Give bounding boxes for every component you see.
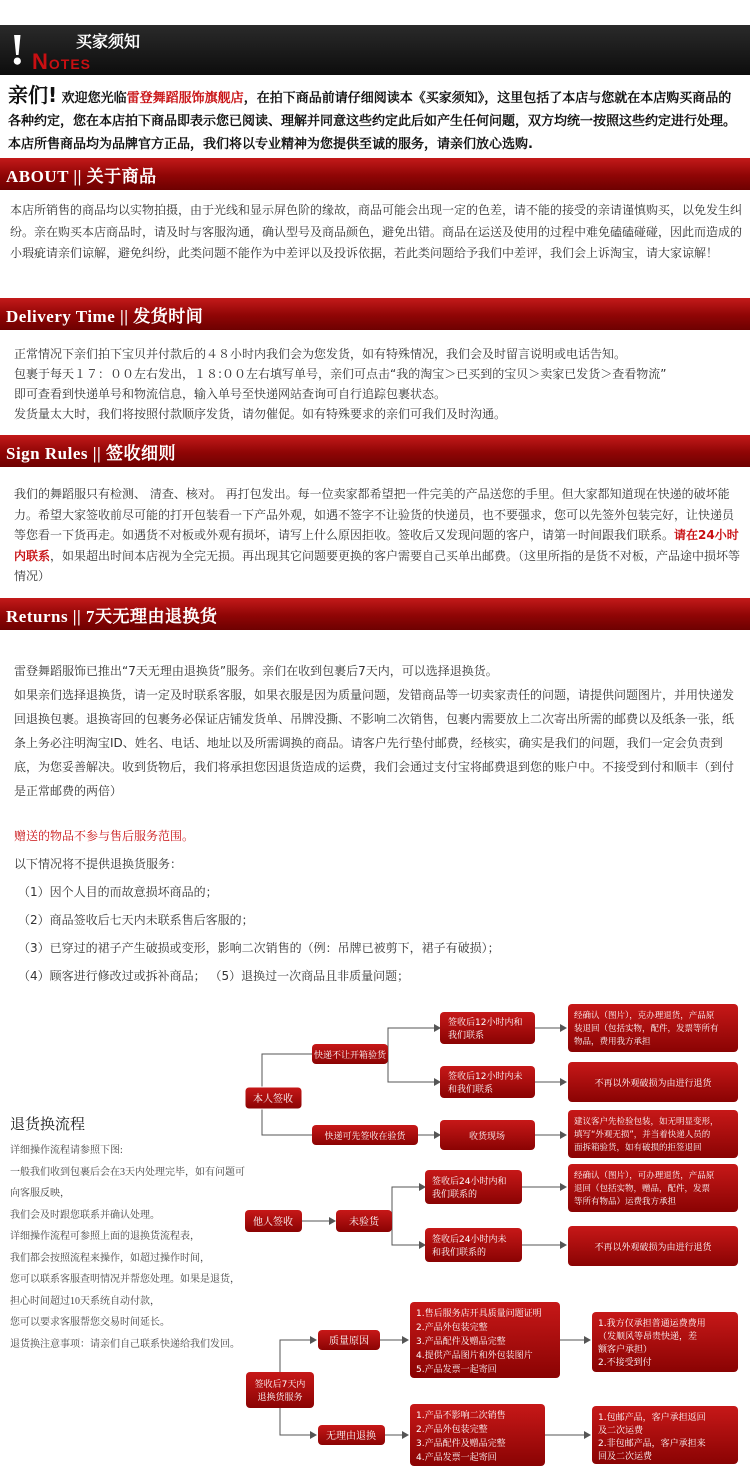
svg-text:物品，费用我方承担: 物品，费用我方承担 [574, 1037, 651, 1047]
svg-text:等所有物品）运费我方承担: 等所有物品）运费我方承担 [574, 1197, 677, 1207]
exclamation-mark: ! [10, 25, 25, 74]
svg-text:经确认（图片），可办理退货，产品原: 经确认（图片），可办理退货，产品原 [574, 1171, 715, 1181]
svg-text:签收后12小时内和: 签收后12小时内和 [448, 1018, 523, 1028]
svg-text:不再以外观破损为由进行退货: 不再以外观破损为由进行退货 [594, 1243, 712, 1253]
svg-text:他人签收: 他人签收 [253, 1217, 293, 1228]
node-12h-out [440, 1066, 535, 1098]
sign-red-note: 请在24小时内联系 [14, 528, 739, 563]
notes-header [0, 25, 750, 75]
no-reason-result [592, 1406, 738, 1464]
intro-paragraph [8, 84, 744, 156]
svg-text:及二次运费: 及二次运费 [598, 1426, 644, 1436]
delivery-text [14, 344, 742, 424]
result-12h-out [568, 1062, 738, 1102]
node-not-inspected [336, 1210, 392, 1232]
svg-text:（发顺风等昂贵快递，差: （发顺风等昂贵快递，差 [598, 1332, 698, 1342]
intro-lead: 亲们! [8, 83, 58, 107]
gift-note: 赠送的物品不参与售后服务范围。 [14, 829, 195, 843]
about-text: 本店所销售的商品均以实物拍摄，由于光线和显示屏色阶的缘故，商品可能会出现一定的色差，请不能的接受的亲请谨慎购买，以免发生纠纷。亲在购买本店商品时，请及时与客服沟通，确认型号及商品颜色，避免出错。商品在运送及使用的过程中难免磕磕碰碰，因此而造成的小瑕疵请亲们谅解，避免纠纷，此类问题不能作为中差评以及投诉依据，若此类问题给予我们中差评，我们会上诉淘宝，请大家谅解！ [10, 203, 743, 260]
node-24h-out [425, 1228, 522, 1262]
svg-text:无理由退换: 无理由退换 [326, 1431, 376, 1442]
svg-text:签收后12小时内未: 签收后12小时内未 [448, 1072, 523, 1082]
sign-text: 我们的舞蹈服只有检测、 清查、核对。 再打包发出。每一位卖家都希望把一件完美的产品送您的手里。但大家都知道现在快递的破坏能力。希望大家签收前尽可能的打开包装看一下产品外观，如遇不签字不让验货的快递员，也不要强求，您可以先签外包装完好，让快递员等您看一下货再走。如遇货不对板或外观有损坏，请写上什么原因拒收。签收后又发现问题的客户，请第一时间跟我们联系。请在24小时内联系，如果超出时间本店视为全完无损。再出现其它问题要更换的客户需要自己买单出邮费。（这里所指的是货不对板，产品途中损坏等情况） [14, 487, 741, 583]
delivery-line: 正常情况下亲们拍下宝贝并付款后的４８小时内我们会为您发货，如有特殊情况，我们会及时留言说明或电话告知。 [14, 347, 627, 361]
svg-text:1.包邮产品，客户承担返回: 1.包邮产品，客户承担返回 [598, 1413, 706, 1423]
svg-text:和我们联系: 和我们联系 [448, 1085, 494, 1095]
sign-heading: Sign Rules || 签收细则 [6, 444, 176, 463]
delivery-line: 即可查看到快递单号和物流信息，输入单号至快递网站查询可自行追踪包裹状态。 [14, 387, 447, 401]
intro-welcome: 欢迎您光临 [61, 91, 127, 106]
delivery-heading: Delivery Time || 发货时间 [6, 307, 204, 326]
node-other-sign [245, 1210, 302, 1232]
svg-text:2.非包邮产品，客户承担来: 2.非包邮产品，客户承担来 [598, 1439, 706, 1449]
svg-text:1.我方仅承担普通运费费用: 1.我方仅承担普通运费费用 [598, 1319, 706, 1329]
svg-text:签收后24小时内和: 签收后24小时内和 [432, 1177, 507, 1187]
svg-text:我们联系的: 我们联系的 [432, 1190, 478, 1200]
svg-text:快递可先签收在验货: 快递可先签收在验货 [324, 1132, 406, 1142]
svg-text:经确认（图片），克办理退货，产品原: 经确认（图片），克办理退货，产品原 [574, 1011, 715, 1021]
result-12h-in [568, 1004, 738, 1052]
returns-detail: 如果亲们选择退换货，请一定及时联系客服，如果衣服是因为质量问题，发错商品等一切卖家责任的问题，请提供问题图片，并用快递发回退换包裹。退换寄回的包裹务必保证店铺发货单、吊牌没撕、不影响二次销售，包裹内需要放上二次寄出所需的邮费以及纸条一张，纸条上务必注明淘宝ID、姓名、电话、地址以及所需调换的商品。请客户先行垫付邮费，经核实，确实是我们的问题，我们一定会负责到底，为您妥善解决。收到货物后，我们将承担您因退货造成的运费，我们会通过支付宝将邮费退到您的账户中。不接受到付和顺丰（到付是正常邮费的两倍） [14, 688, 735, 798]
svg-text:填写“外观无损”，并当着快递人员的: 填写“外观无损”，并当着快递人员的 [574, 1130, 711, 1140]
svg-text:不再以外观破损为由进行退货: 不再以外观破损为由进行退货 [594, 1079, 712, 1089]
node-24h-in [425, 1170, 522, 1204]
no-service-item: （3）已穿过的裙子产生破损或变形，影响二次销售的（例：吊牌已被剪下，裙子有破损）； [18, 941, 500, 955]
svg-text:收货现场: 收货现场 [468, 1132, 506, 1142]
sign-heading-bar [0, 435, 750, 467]
svg-text:2.产品外包装完整: 2.产品外包装完整 [416, 1323, 488, 1333]
svg-text:建议客户先检验包装，如无明显变形，: 建议客户先检验包装，如无明显变形， [574, 1117, 719, 1127]
svg-text:2.产品外包装完整: 2.产品外包装完整 [416, 1425, 488, 1435]
svg-text:签收后7天内: 签收后7天内 [254, 1380, 306, 1390]
result-24h-in [568, 1164, 738, 1212]
svg-text:4.产品发票一起寄回: 4.产品发票一起寄回 [416, 1453, 497, 1463]
node-7day-service [246, 1372, 314, 1408]
returns-flowchart [0, 1000, 750, 1480]
node-quality [318, 1330, 380, 1350]
intro-text: ，在拍下商品前请仔细阅读本《买家须知》，这里包括了本店与您就在本店购买商品的各种约定，您在本店拍下商品即表示您已阅读、理解并同意这些约定此后如产生任何问题，双方均统一按照这些约定进行处理。本店所售商品均为品牌官方正品，我们将以专业精神为您提供至诚的服务，请亲们放心选购. [8, 91, 737, 152]
delivery-heading-bar [0, 298, 750, 330]
svg-text:回及二次运费: 回及二次运费 [598, 1452, 653, 1462]
store-name: 雷登舞蹈服饰旗舰店 [126, 91, 244, 106]
svg-text:5.产品发票一起寄回: 5.产品发票一起寄回 [416, 1365, 497, 1375]
quality-list [410, 1302, 560, 1378]
svg-text:未验货: 未验货 [349, 1217, 379, 1228]
node-self-sign [245, 1087, 302, 1109]
about-heading: ABOUT || 关于商品 [6, 167, 157, 186]
svg-text:4.提供产品图片和外包装图片: 4.提供产品图片和外包装图片 [416, 1351, 533, 1361]
svg-text:本人签收: 本人签收 [253, 1094, 293, 1105]
svg-text:2.不接受到付: 2.不接受到付 [598, 1358, 652, 1368]
flow-title: 退货换流程 [10, 1115, 86, 1133]
svg-text:快递不让开箱验货: 快递不让开箱验货 [313, 1051, 387, 1061]
svg-text:和我们联系的: 和我们联系的 [432, 1248, 487, 1258]
returns-intro: 雷登舞蹈服饰已推出“7天无理由退换货”服务。亲们在收到包裹后7天内，可以选择退换货。 [14, 664, 498, 678]
svg-text:面拆箱验货，如有破损的拒签退回: 面拆箱验货，如有破损的拒签退回 [574, 1143, 702, 1153]
svg-text:装退回（包括实物，配件，发票等所有: 装退回（包括实物，配件，发票等所有 [574, 1024, 719, 1034]
delivery-line: 发货量太大时，我们将按照付款顺序发货，请勿催促。如有特殊要求的亲们可我们及时沟通。 [14, 407, 507, 421]
returns-heading: Returns || 7天无理由退换货 [6, 607, 218, 626]
result-receive-site [568, 1110, 738, 1158]
returns-heading-bar [0, 598, 750, 630]
svg-text:质量原因: 质量原因 [329, 1336, 369, 1347]
header-title: 买家须知 [76, 32, 141, 51]
svg-text:退回（包括实物，赠品，配件，发票: 退回（包括实物，赠品，配件，发票 [574, 1184, 711, 1194]
svg-text:我们联系: 我们联系 [448, 1031, 485, 1041]
svg-text:1.产品不影响二次销售: 1.产品不影响二次销售 [416, 1411, 506, 1421]
no-service-item: （1）因个人目的而故意损坏商品的； [18, 885, 218, 899]
quality-result [592, 1312, 738, 1372]
svg-text:3.产品配件及赠品完整: 3.产品配件及赠品完整 [416, 1337, 506, 1347]
no-reason-list [410, 1404, 545, 1466]
no-service-title: 以下情况将不提供退换货服务： [14, 857, 183, 871]
node-inspect-first [312, 1125, 418, 1145]
node-no-reason [318, 1425, 385, 1445]
node-12h-in [440, 1012, 535, 1044]
svg-text:退换货服务: 退换货服务 [257, 1393, 303, 1403]
node-unopen [312, 1044, 388, 1064]
no-service-item: （2）商品签收后七天内未联系售后客服的； [18, 913, 254, 927]
svg-text:额客户承担）: 额客户承担） [598, 1345, 653, 1355]
flow-side-text: 详细操作流程请参照下图: 一般我们收到包裹后会在3天内处理完毕，如有问题可向客服反映， 我们会及时跟您联系并确认处理。 详细操作流程可参照上面的退换货流程表， 我们都会按照流程来操作，如超过操作时间， 您可以联系客服查明情况并帮您处理。如果是退货， 担心时间超过10天系统自动付款， 您可以要求客服帮您交易时间延长。 退货换注意事项：请亲们自己联系快递给我们发回。 [10, 1145, 245, 1350]
about-heading-bar [0, 158, 750, 190]
node-receive-site [440, 1120, 535, 1150]
delivery-line: 包裹于每天１７：００左右发出，１８:００左右填写单号，亲们可点击“我的淘宝＞已买到的宝贝＞卖家已发货＞查看物流” [14, 367, 667, 381]
result-24h-out [568, 1226, 738, 1266]
svg-text:签收后24小时内未: 签收后24小时内未 [432, 1235, 507, 1245]
svg-text:1.售后服务店开具质量问题证明: 1.售后服务店开具质量问题证明 [416, 1309, 542, 1319]
no-service-item: （4）顾客进行修改过或拆补商品； （5）退换过一次商品且非质量问题； [18, 969, 410, 983]
notes-logo: NOTES [32, 49, 92, 74]
svg-text:3.产品配件及赠品完整: 3.产品配件及赠品完整 [416, 1439, 506, 1449]
